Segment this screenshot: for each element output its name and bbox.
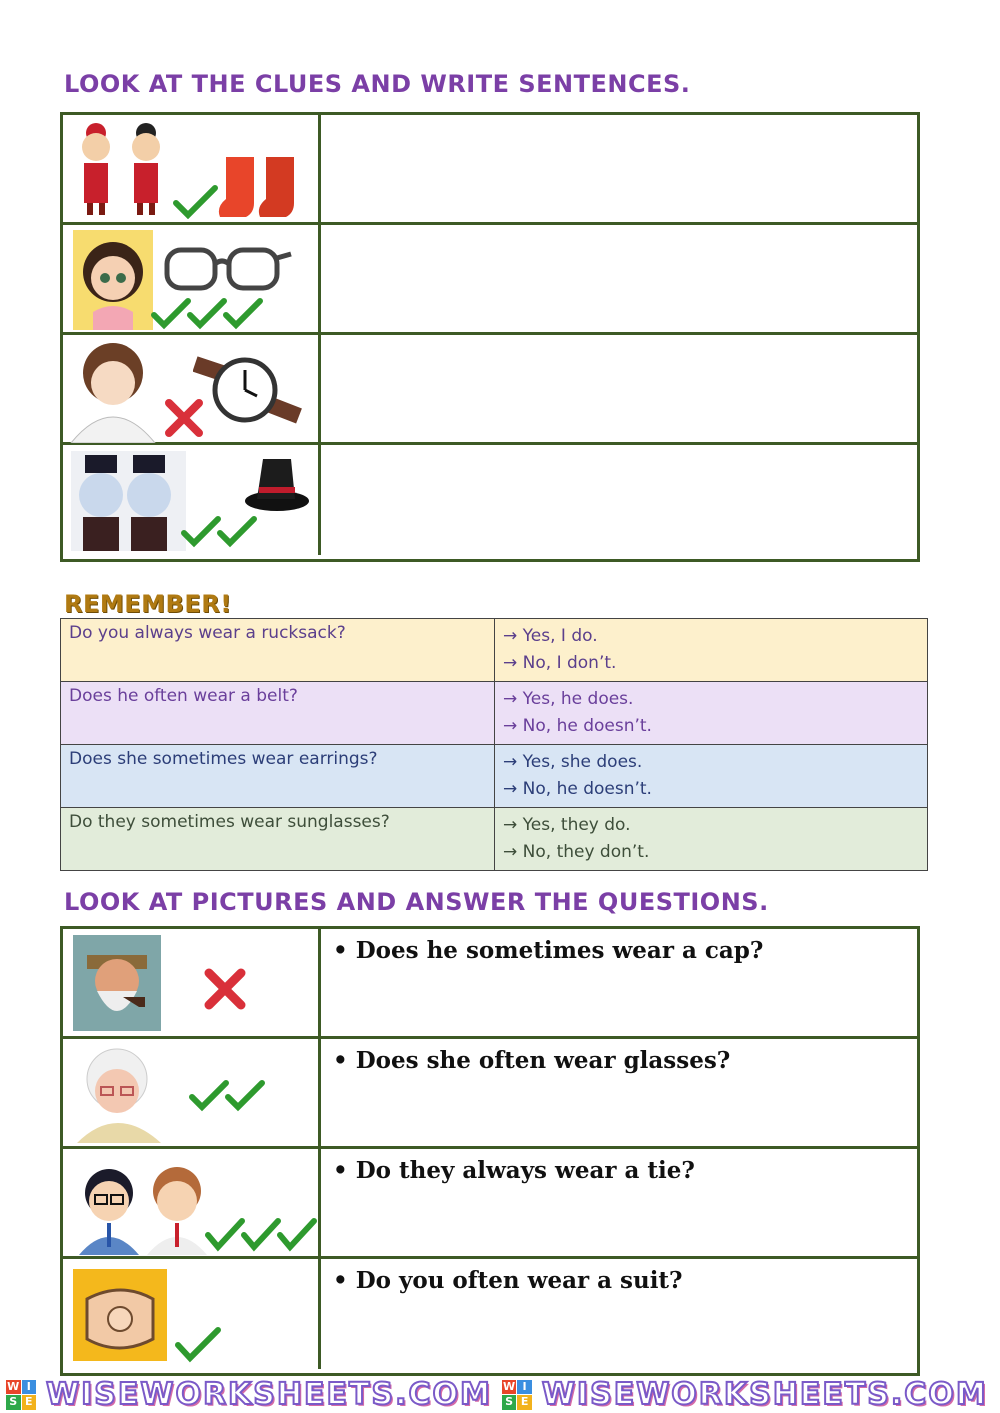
- answer-space[interactable]: [321, 225, 917, 332]
- remember-no: → No, I don’t.: [503, 653, 617, 673]
- remember-no: → No, they don’t.: [503, 842, 650, 862]
- site-logo: W I S E: [6, 1380, 36, 1410]
- grandmother-avatar: [69, 1045, 169, 1143]
- check-icon: [175, 1327, 221, 1363]
- remember-yes: → Yes, I do.: [503, 626, 598, 646]
- boy-avatar: [65, 339, 160, 443]
- question-picture: [63, 929, 321, 1036]
- clue-picture: [63, 335, 321, 442]
- remember-answers: [495, 745, 928, 808]
- question-picture: [63, 1259, 321, 1369]
- three-checks-icon: [205, 1217, 321, 1253]
- pointing-hand-illustration: [73, 1269, 167, 1361]
- remember-row: [61, 619, 928, 682]
- remember-yes: → Yes, she does.: [503, 752, 643, 772]
- remember-answers: [495, 619, 928, 682]
- question-text: • Does she often wear glasses?: [333, 1047, 731, 1074]
- site-logo: W I S E: [502, 1380, 532, 1410]
- question-text: • Does he sometimes wear a cap?: [333, 937, 764, 964]
- old-man-avatar: [73, 935, 161, 1031]
- clues-grid: [60, 112, 920, 562]
- clue-row: [63, 335, 917, 445]
- remember-row: [61, 682, 928, 745]
- remember-yes: → Yes, he does.: [503, 689, 634, 709]
- remember-answers: [495, 808, 928, 871]
- question-row: [63, 1259, 917, 1369]
- remember-table: [60, 618, 928, 871]
- answer-space[interactable]: [321, 335, 917, 442]
- answer-space[interactable]: [321, 115, 917, 222]
- cross-icon: [203, 967, 247, 1011]
- remember-question: Do you always wear a rucksack?: [61, 619, 495, 682]
- girl-avatar: [73, 230, 153, 330]
- two-checks-icon: [181, 515, 261, 549]
- watermark-text: WISEWORKSHEETS.COM: [46, 1377, 492, 1412]
- remember-no: → No, he doesn’t.: [503, 779, 652, 799]
- top-hat-icon: [243, 453, 313, 515]
- remember-answers: [495, 682, 928, 745]
- questions-grid: [60, 926, 920, 1376]
- remember-title: REMEMBER!: [64, 590, 232, 618]
- question-text: • Do you often wear a suit?: [333, 1267, 683, 1294]
- clue-row: [63, 225, 917, 335]
- two-checks-icon: [189, 1079, 269, 1113]
- watermark-text: WISEWORKSHEETS.COM: [541, 1377, 988, 1412]
- remember-question: Does he often wear a belt?: [61, 682, 495, 745]
- question-picture: [63, 1039, 321, 1146]
- remember-yes: → Yes, they do.: [503, 815, 631, 835]
- clue-picture: [63, 445, 321, 555]
- cross-icon: [163, 397, 205, 439]
- question-row: [63, 1039, 917, 1149]
- question-picture: [63, 1149, 321, 1256]
- question-row: [63, 929, 917, 1039]
- three-checks-icon: [151, 297, 271, 331]
- remember-row: [61, 745, 928, 808]
- remember-row: [61, 808, 928, 871]
- question-text: • Do they always wear a tie?: [333, 1157, 695, 1184]
- question-row: [63, 1149, 917, 1259]
- glasses-icon: [163, 240, 293, 300]
- remember-question: Does she sometimes wear earrings?: [61, 745, 495, 808]
- clue-picture: [63, 225, 321, 332]
- watermark-footer: [0, 1376, 1000, 1413]
- two-boys-illustration: [69, 1163, 219, 1255]
- check-icon: [173, 185, 218, 219]
- section-title-clues: LOOK AT THE CLUES AND WRITE SENTENCES.: [64, 70, 691, 98]
- section-title-pictures: LOOK AT PICTURES AND ANSWER THE QUESTIONS.: [64, 888, 769, 916]
- answer-space[interactable]: [321, 1259, 917, 1369]
- remember-question: Do they sometimes wear sunglasses?: [61, 808, 495, 871]
- answer-space[interactable]: [321, 445, 917, 555]
- answer-space[interactable]: [321, 1039, 917, 1146]
- answer-space[interactable]: [321, 1149, 917, 1256]
- clue-picture: [63, 115, 321, 222]
- watch-icon: [193, 350, 303, 430]
- answer-space[interactable]: [321, 929, 917, 1036]
- clue-row: [63, 445, 917, 555]
- twin-characters-illustration: [71, 451, 186, 551]
- clue-row: [63, 115, 917, 225]
- remember-no: → No, he doesn’t.: [503, 716, 652, 736]
